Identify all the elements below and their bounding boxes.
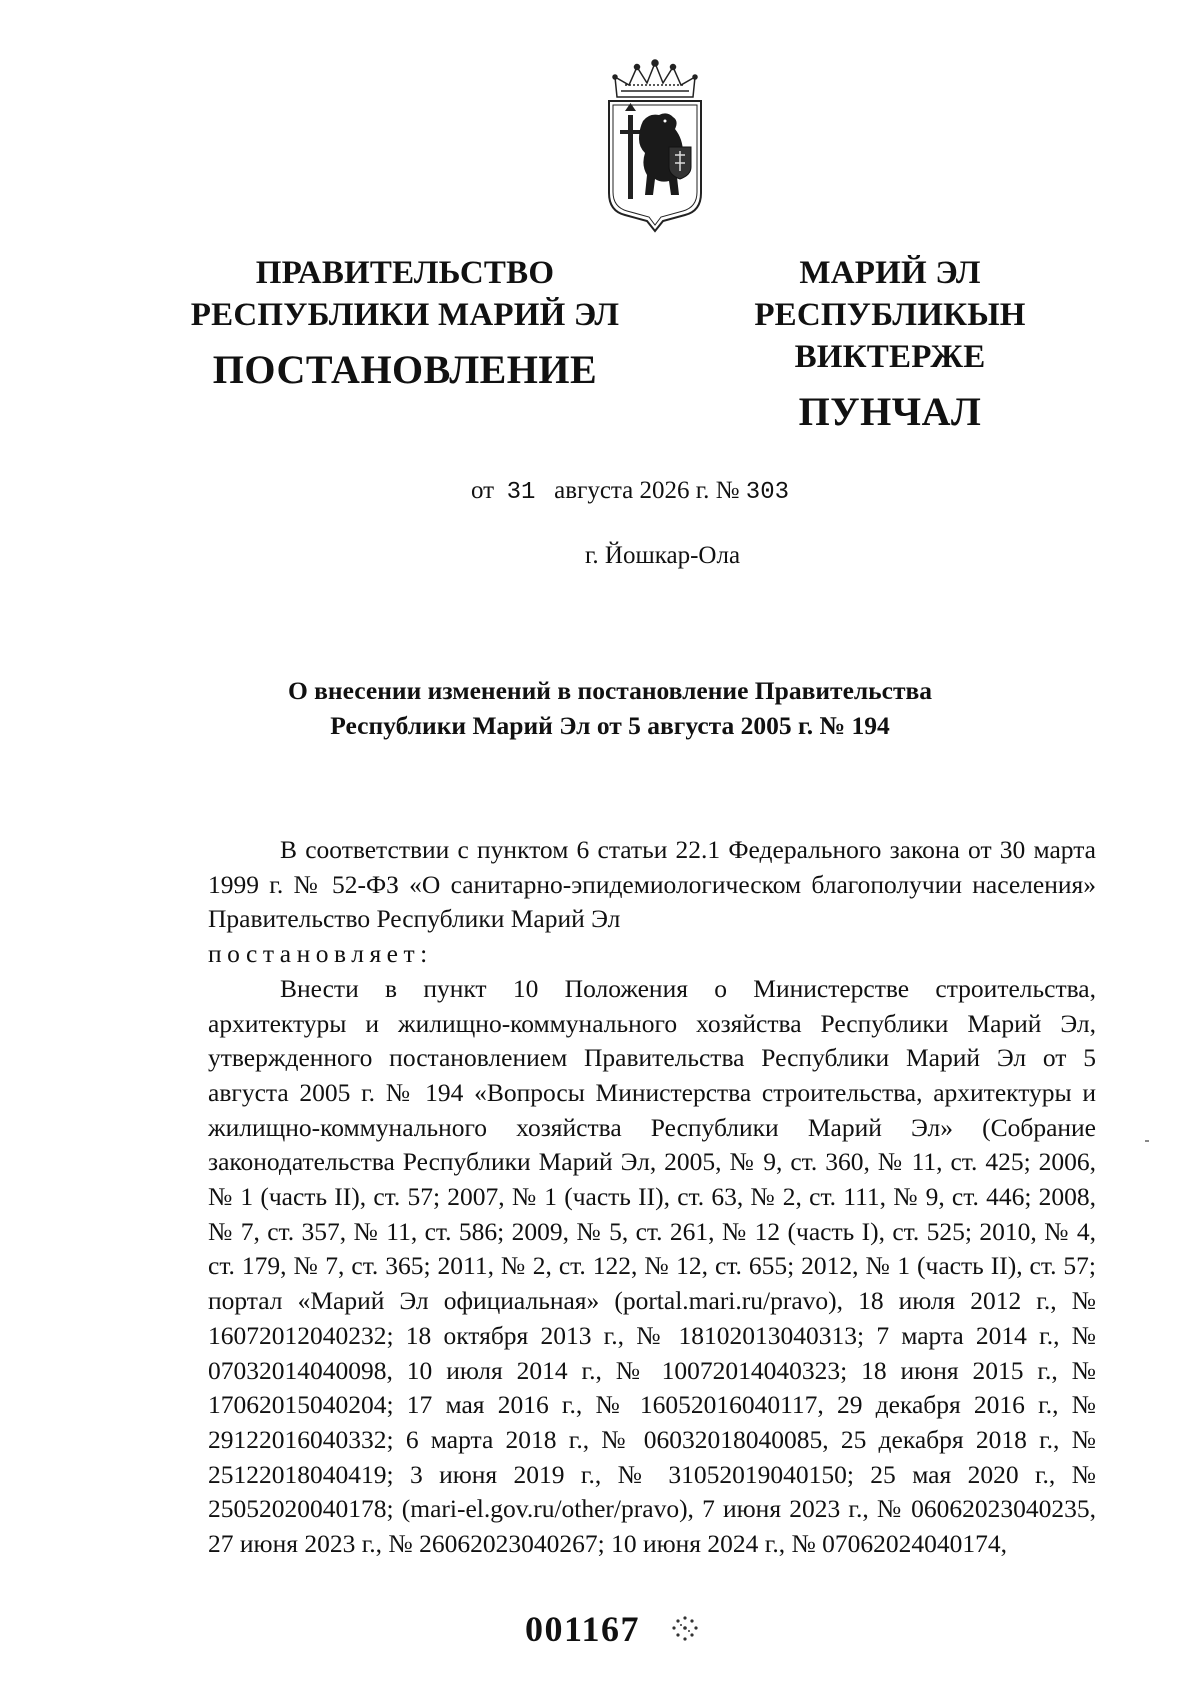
document-title — [250, 673, 970, 743]
organization-name-mari-line1: МАРИЙ ЭЛ РЕСПУБЛИКЫН — [754, 255, 1026, 333]
organization-name-mari-line2: ВИКТЕРЖЕ — [794, 339, 986, 375]
form-serial-number: 001167 — [525, 1609, 641, 1649]
document-dateline — [471, 477, 789, 506]
title-line1: О внесении изменений в постановление Правительства — [287, 676, 933, 705]
title-line2: Республики Марий Эл от 5 августа 2005 г. № 194 — [330, 711, 890, 740]
document-city: г. Йошкар-Ола — [585, 542, 741, 569]
stamp-dots-icon — [670, 1614, 700, 1644]
resolves-word: постановляет: — [208, 939, 433, 969]
scan-artifact — [1145, 1140, 1149, 1142]
organization-name-line1: ПРАВИТЕЛЬСТВО — [255, 255, 555, 291]
mari-el-coat-of-arms-icon — [595, 55, 715, 235]
document-type-mari: ПУНЧАЛ — [798, 389, 982, 434]
document-type: ПОСТАНОВЛЕНИЕ — [212, 347, 598, 392]
document-body — [208, 833, 1096, 1562]
date-prefix: от — [471, 477, 495, 504]
amendment-paragraph: Внести в пункт 10 Положения о Министерстве строительства, архитектуры и жилищно-коммунального хозяйства Республики Марий Эл, утвержденного постановлением Правительства Республики Марий Эл от 5 августа 2005 г. № 194 «Вопросы Министерства строительства, архитектуры и жилищно-коммунального хозяйства Республики Марий Эл» (Собрание законодательства Республики Марий Эл, 2005, № 9, ст. 360, № 11, ст. 425; 2006, № 1 (часть II), ст. 57; 2007, № 1 (часть II), ст. 63, № 2, ст. 111, № 9, ст. 446; 2008, № 7, ст. 357, № 11, ст. 586; 2009, № 5, ст. 261, № 12 (часть I), ст. 525; 2010, № 4, ст. 179, № 7, ст. 365; 2011, № 2, ст. 122, № 12, ст. 655; 2012, № 1 (часть II), ст. 57; портал «Марий Эл официальная» (portal.mari.ru/pravo), 18 июля 2012 г., № 16072012040232; 18 октября 2013 г., № 18102013040313; 7 марта 2014 г., № 07032014040098, 10 июля 2014 г., № 10072014040323; 18 июня 2015 г., № 17062015040204; 17 мая 2016 г., № 16052016040117, 29 декабря 2016 г., № 29122016040332; 6 марта 2018 г., № 06032018040085, 25 декабря 2018 г., № 25122018040419; 3 июня 2019 г., № 31052019040150; 25 мая 2020 г., № 25052020040178; (mari-el.gov.ru/other/pravo), 7 июня 2023 г., № 06062023040235, 27 июня 2023 г., № 26062023040267; 10 июня 2024 г., № 07062024040174, — [208, 973, 1096, 1559]
date-day: 31 — [506, 479, 536, 506]
preamble-paragraph: В соответствии с пунктом 6 статьи 22.1 Федерального закона от 30 марта 1999 г. № 52-ФЗ «О санитарно-эпидемиологическом благополучии населения» Правительство Республики Марий Эл — [208, 835, 1096, 934]
organization-name-line2: РЕСПУБЛИКИ МАРИЙ ЭЛ — [190, 297, 620, 333]
header-right — [660, 252, 1120, 436]
document-number: 303 — [745, 479, 790, 506]
date-month-year: августа 2026 г. № — [554, 477, 740, 504]
header-left — [180, 252, 630, 394]
